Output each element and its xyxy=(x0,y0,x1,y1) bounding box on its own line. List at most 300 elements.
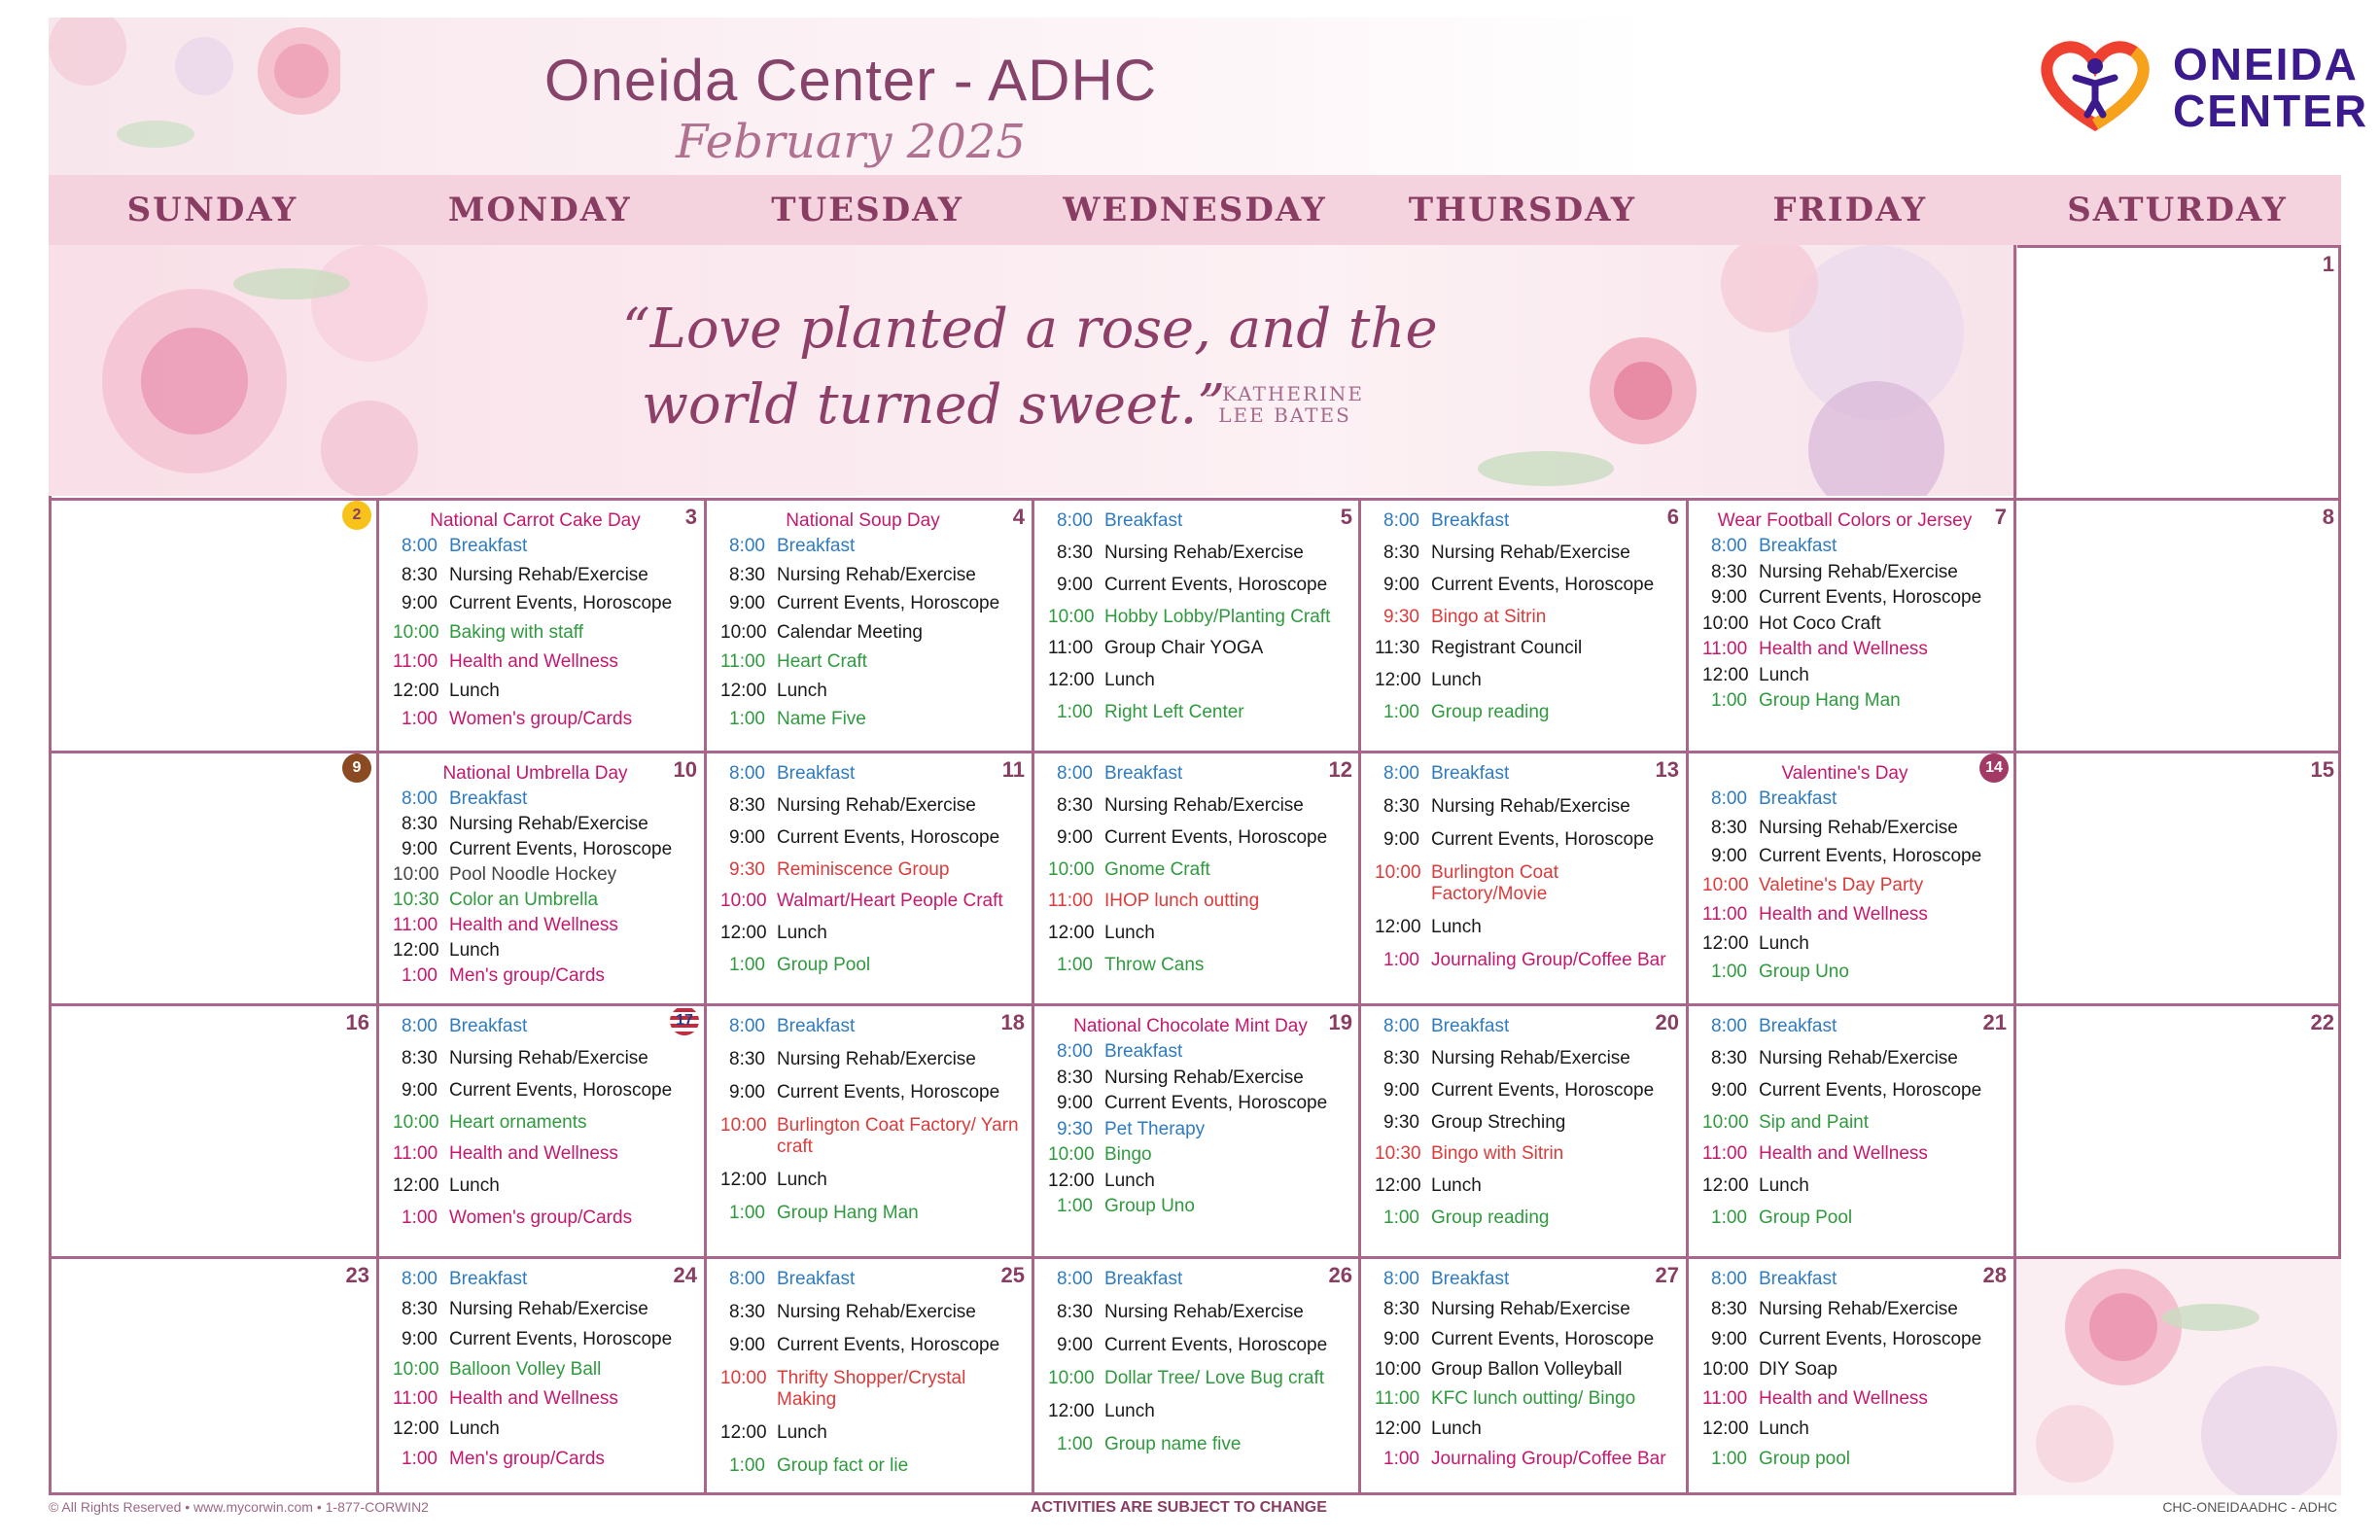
activity-item xyxy=(1702,587,2012,609)
activity-time: 1:00 xyxy=(729,1455,765,1476)
calendar-code: CHC-ONEIDAADHC - ADHC xyxy=(2162,1499,2337,1515)
activity-name: Sip and Paint xyxy=(1759,1111,1870,1133)
activity-item xyxy=(720,565,1031,586)
activity-time: 10:30 xyxy=(1375,1143,1421,1165)
activity-name: Group fact or lie xyxy=(777,1455,909,1476)
activity-name: Current Events, Horoscope xyxy=(777,1082,1000,1102)
activity-name: Journaling Group/Coffee Bar xyxy=(1431,1449,1666,1470)
activity-time: 1:00 xyxy=(1057,702,1093,723)
football-icon: 9 xyxy=(342,753,371,783)
activity-time: 8:30 xyxy=(1057,1067,1093,1088)
activity-name: Lunch xyxy=(1759,664,1809,685)
activity-name: Lunch xyxy=(1431,917,1482,937)
day-cell xyxy=(2016,753,2340,1003)
activity-item xyxy=(1375,1208,1685,1229)
activity-list xyxy=(1361,763,1685,971)
activity-list xyxy=(1034,1269,1358,1455)
date-number: 22 xyxy=(2310,1010,2334,1034)
activity-time: 12:00 xyxy=(1702,932,1749,954)
day-cell xyxy=(707,1259,1031,1495)
activity-time: 9:00 xyxy=(402,1328,438,1349)
activity-time: 1:00 xyxy=(402,709,438,730)
activity-item xyxy=(1375,1299,1685,1320)
activity-name: Health and Wellness xyxy=(449,915,618,935)
activity-time: 11:30 xyxy=(1375,638,1420,659)
activity-name: Registrant Council xyxy=(1431,638,1583,659)
activity-time: 8:00 xyxy=(729,1016,765,1036)
activity-time: 11:00 xyxy=(1702,1388,1748,1410)
activity-item xyxy=(393,593,703,614)
activity-item xyxy=(720,859,1031,881)
activity-item xyxy=(1048,1269,1358,1290)
weekday-tuesday: TUESDAY xyxy=(771,191,964,229)
activity-list xyxy=(379,1016,703,1229)
activity-item xyxy=(393,1143,703,1165)
activity-time: 8:00 xyxy=(1057,763,1093,784)
logo-line-1: ONEIDA xyxy=(2173,39,2359,89)
activity-name: Current Events, Horoscope xyxy=(1431,574,1655,595)
activity-list xyxy=(707,1016,1031,1224)
date-number: 15 xyxy=(2310,757,2334,782)
date-number: 8 xyxy=(2322,505,2334,529)
activity-name: Heart ornaments xyxy=(449,1111,587,1133)
activity-time: 8:30 xyxy=(1057,794,1093,816)
activity-item xyxy=(1702,1269,2012,1290)
activity-item xyxy=(1702,1175,2012,1197)
activity-time: 12:00 xyxy=(1048,923,1095,944)
activity-time: 12:00 xyxy=(1048,1401,1095,1421)
activity-item xyxy=(720,1203,1031,1224)
activity-time: 1:00 xyxy=(1383,1449,1419,1470)
activity-time: 8:30 xyxy=(729,1049,765,1069)
activity-item xyxy=(393,1016,703,1037)
activity-item xyxy=(720,536,1031,557)
activity-name: Breakfast xyxy=(777,536,856,556)
activity-item xyxy=(1375,917,1685,938)
activity-time: 12:00 xyxy=(720,1170,767,1190)
activity-item xyxy=(1048,607,1358,628)
activity-name: Nursing Rehab/Exercise xyxy=(777,564,976,585)
activity-time: 9:00 xyxy=(729,826,765,848)
activity-time: 10:00 xyxy=(393,1358,439,1380)
activity-name: Current Events, Horoscope xyxy=(777,1335,1000,1355)
activity-time: 12:00 xyxy=(720,923,767,944)
activity-name: Breakfast xyxy=(1431,1016,1510,1036)
activity-name: Lunch xyxy=(1431,1418,1482,1440)
activity-time: 10:00 xyxy=(1375,1358,1421,1380)
activity-item xyxy=(1375,829,1685,851)
activity-item xyxy=(720,763,1031,785)
activity-list xyxy=(379,536,703,730)
activity-name: Group Hang Man xyxy=(1759,690,1901,712)
activity-item xyxy=(1048,955,1358,976)
day-cell xyxy=(1361,1006,1685,1256)
activity-time: 8:30 xyxy=(1383,1298,1419,1319)
activity-name: Group Uno xyxy=(1104,1196,1195,1217)
activity-name: Throw Cans xyxy=(1104,955,1205,976)
flag-icon: 17 xyxy=(670,1006,699,1035)
activity-item xyxy=(720,709,1031,730)
date-number: 23 xyxy=(345,1263,369,1287)
activity-item xyxy=(393,1080,703,1102)
activity-time: 1:00 xyxy=(402,965,438,986)
activity-name: Current Events, Horoscope xyxy=(777,593,1000,614)
activity-time: 9:00 xyxy=(1383,574,1419,595)
activity-time: 10:00 xyxy=(1048,606,1095,627)
activity-item xyxy=(720,891,1031,912)
activity-time: 12:00 xyxy=(1375,670,1421,691)
activity-time: 8:30 xyxy=(729,794,765,816)
activity-time: 10:00 xyxy=(393,622,439,644)
activity-time: 8:00 xyxy=(402,1016,438,1036)
activity-name: Women's group/Cards xyxy=(449,1208,633,1229)
activity-time: 1:00 xyxy=(1383,1208,1419,1229)
day-cell xyxy=(1361,753,1685,1003)
activity-time: 1:00 xyxy=(1711,1208,1747,1229)
activity-name: KFC lunch outting/ Bingo xyxy=(1431,1388,1636,1410)
activity-item xyxy=(1702,1208,2012,1229)
activity-item xyxy=(720,1115,1031,1158)
date-number: 5 xyxy=(1340,505,1352,529)
activity-name: Lunch xyxy=(1104,1170,1155,1191)
activity-item xyxy=(1702,818,2012,839)
activity-name: Current Events, Horoscope xyxy=(449,1328,673,1349)
activity-item xyxy=(1375,702,1685,723)
activity-name: Group reading xyxy=(1431,702,1550,723)
sun-icon: 2 xyxy=(342,501,371,530)
activity-time: 1:00 xyxy=(1383,702,1419,723)
activity-name: Current Events, Horoscope xyxy=(1431,1079,1655,1101)
activity-name: Health and Wellness xyxy=(1759,1388,1928,1410)
activity-item xyxy=(1375,670,1685,691)
activity-item xyxy=(1702,1299,2012,1320)
activity-name: Calendar Meeting xyxy=(777,622,923,644)
activity-name: Hobby Lobby/Planting Craft xyxy=(1104,606,1331,627)
activity-item xyxy=(1702,1080,2012,1102)
activity-item xyxy=(1375,1048,1685,1069)
activity-item xyxy=(1702,933,2012,955)
day-cell xyxy=(1689,1259,2012,1495)
activity-item xyxy=(1375,1269,1685,1290)
activity-item xyxy=(720,1170,1031,1191)
activity-name: Nursing Rehab/Exercise xyxy=(1431,796,1630,817)
date-number: 7 xyxy=(1994,505,2007,529)
activity-name: Name Five xyxy=(777,709,866,730)
activity-time: 8:30 xyxy=(1057,542,1093,563)
activity-time: 10:00 xyxy=(1702,612,1749,634)
activity-item xyxy=(1048,1093,1358,1114)
weekday-thursday: THURSDAY xyxy=(1408,191,1637,229)
activity-time: 12:00 xyxy=(1375,1418,1421,1440)
day-cell xyxy=(1689,753,2012,1003)
activity-time: 8:30 xyxy=(402,564,438,585)
date-number: 25 xyxy=(1000,1263,1025,1287)
activity-name: Color an Umbrella xyxy=(449,890,599,910)
activity-item xyxy=(1048,827,1358,849)
activity-name: Bingo at Sitrin xyxy=(1431,606,1547,627)
activity-item xyxy=(393,709,703,730)
activity-name: Current Events, Horoscope xyxy=(1759,587,1982,609)
day-cell xyxy=(1034,753,1358,1003)
activity-time: 8:00 xyxy=(1383,1269,1419,1289)
activity-item xyxy=(393,788,703,810)
activity-name: Lunch xyxy=(1431,1175,1482,1197)
activity-item xyxy=(1702,1449,2012,1470)
activity-item xyxy=(1048,1068,1358,1089)
activity-name: Walmart/Heart People Craft xyxy=(777,891,1003,912)
activity-name: Reminiscence Group xyxy=(777,858,950,880)
activity-time: 12:00 xyxy=(1702,1418,1749,1440)
activity-name: Nursing Rehab/Exercise xyxy=(449,564,648,585)
activity-time: 9:00 xyxy=(402,839,438,859)
activity-name: Nursing Rehab/Exercise xyxy=(1431,542,1630,563)
activity-time: 10:00 xyxy=(1048,1368,1095,1388)
activity-name: Lunch xyxy=(1759,1175,1809,1197)
activity-name: Breakfast xyxy=(1759,1016,1838,1036)
activities-notice: ACTIVITIES ARE SUBJECT TO CHANGE xyxy=(1031,1499,1327,1516)
activity-item xyxy=(393,1048,703,1069)
activity-item xyxy=(1702,690,2012,712)
activity-name: Lunch xyxy=(449,1175,500,1197)
activity-item xyxy=(720,1082,1031,1103)
activity-item xyxy=(1702,1359,2012,1381)
activity-time: 11:00 xyxy=(1702,903,1748,925)
activity-item xyxy=(1048,1368,1358,1389)
date-number: 24 xyxy=(673,1263,697,1287)
activity-name: Pet Therapy xyxy=(1104,1118,1206,1139)
activity-time: 9:00 xyxy=(729,1335,765,1355)
activity-name: Journaling Group/Coffee Bar xyxy=(1431,950,1666,970)
activity-time: 8:30 xyxy=(1383,1047,1419,1068)
activity-list xyxy=(1689,1016,2012,1229)
activity-time: 8:00 xyxy=(1383,510,1419,531)
day-cell xyxy=(1689,1006,2012,1256)
activity-time: 8:00 xyxy=(1383,763,1419,784)
weekday-saturday: SATURDAY xyxy=(2067,191,2288,229)
activity-item xyxy=(1048,510,1358,532)
activity-time: 9:00 xyxy=(1057,826,1093,848)
activity-item xyxy=(393,651,703,673)
activity-name: Health and Wellness xyxy=(449,1388,618,1410)
activity-name: Nursing Rehab/Exercise xyxy=(777,794,976,816)
activity-time: 12:00 xyxy=(393,1175,439,1197)
date-number: 28 xyxy=(1982,1263,2007,1287)
activity-item xyxy=(1702,1112,2012,1134)
activity-item xyxy=(720,955,1031,976)
observance-title: Wear Football Colors or Jersey xyxy=(1717,510,1973,531)
activity-time: 8:00 xyxy=(1711,1269,1747,1289)
activity-time: 8:00 xyxy=(1711,788,1747,809)
date-number: 11 xyxy=(1001,757,1025,782)
activity-time: 8:30 xyxy=(402,1047,438,1068)
activity-time: 9:00 xyxy=(1057,1335,1093,1355)
activity-name: Breakfast xyxy=(1759,536,1838,556)
activity-item xyxy=(720,1049,1031,1070)
activity-time: 8:00 xyxy=(1057,510,1093,531)
activity-time: 1:00 xyxy=(1711,962,1747,983)
activity-list xyxy=(707,1269,1031,1477)
activity-name: Group pool xyxy=(1759,1449,1851,1470)
activity-item xyxy=(720,593,1031,614)
day-cell xyxy=(707,753,1031,1003)
activity-time: 9:00 xyxy=(1057,1093,1093,1114)
activity-name: Breakfast xyxy=(449,1269,528,1289)
activity-time: 8:00 xyxy=(729,536,765,556)
month-subtitle: February 2025 xyxy=(676,115,1026,169)
page-title: Oneida Center - ADHC xyxy=(543,48,1158,113)
activity-name: Group Ballon Volleyball xyxy=(1431,1358,1623,1380)
activity-item xyxy=(1375,1359,1685,1381)
activity-time: 12:00 xyxy=(720,1422,767,1443)
activity-name: Lunch xyxy=(449,940,500,961)
activity-name: Lunch xyxy=(1431,670,1482,691)
day-cell xyxy=(52,1006,375,1256)
activity-item xyxy=(1375,1080,1685,1102)
activity-item xyxy=(1375,1143,1685,1165)
activity-item xyxy=(1702,1388,2012,1410)
activity-list xyxy=(1361,510,1685,723)
activity-item xyxy=(1702,788,2012,810)
activity-time: 8:30 xyxy=(1383,796,1419,817)
activity-time: 8:30 xyxy=(402,1298,438,1319)
activity-time: 8:30 xyxy=(729,564,765,585)
activity-time: 1:00 xyxy=(1057,1434,1093,1454)
activity-item xyxy=(393,839,703,860)
activity-name: Current Events, Horoscope xyxy=(1431,1328,1655,1349)
activity-time: 9:00 xyxy=(1711,587,1747,609)
activity-time: 10:00 xyxy=(1375,862,1421,883)
activity-list xyxy=(1361,1016,1685,1229)
activity-name: Lunch xyxy=(1104,670,1155,691)
activity-item xyxy=(1375,763,1685,785)
activity-time: 1:00 xyxy=(729,1203,765,1223)
weekday-header-row xyxy=(49,175,2341,245)
observance-title: National Chocolate Mint Day xyxy=(1073,1016,1308,1036)
activity-item xyxy=(1048,1196,1358,1217)
observance-title: Valentine's Day xyxy=(1781,763,1908,784)
activity-name: Current Events, Horoscope xyxy=(1104,1093,1328,1114)
activity-name: Current Events, Horoscope xyxy=(777,826,1000,848)
activity-name: Lunch xyxy=(449,680,500,701)
activity-time: 1:00 xyxy=(1057,1196,1093,1217)
activity-name: Pool Noodle Hockey xyxy=(449,864,617,885)
activity-name: Nursing Rehab/Exercise xyxy=(1759,817,1958,838)
activity-time: 9:00 xyxy=(402,1079,438,1101)
activity-name: Lunch xyxy=(777,923,827,944)
activity-name: Nursing Rehab/Exercise xyxy=(1431,1298,1630,1319)
heart-icon: 14 xyxy=(1979,753,2009,783)
activity-item xyxy=(393,1269,703,1290)
activity-name: Men's group/Cards xyxy=(449,1449,605,1470)
activity-time: 9:00 xyxy=(729,1082,765,1102)
activity-item xyxy=(1048,638,1358,659)
activity-name: Breakfast xyxy=(1759,788,1838,809)
activity-name: Current Events, Horoscope xyxy=(1759,846,1982,867)
activity-item xyxy=(1048,1171,1358,1192)
activity-item xyxy=(393,536,703,557)
weekday-monday: MONDAY xyxy=(447,191,632,229)
activity-name: Breakfast xyxy=(449,536,528,556)
activity-item xyxy=(720,1302,1031,1323)
activity-name: Nursing Rehab/Exercise xyxy=(1104,1067,1304,1088)
activity-time: 1:00 xyxy=(1711,1449,1747,1470)
activity-name: Lunch xyxy=(1104,1401,1155,1421)
activity-time: 10:00 xyxy=(720,891,767,912)
quote-author xyxy=(1206,383,1364,426)
activity-item xyxy=(393,565,703,586)
day-cell xyxy=(2016,501,2340,751)
activity-name: Nursing Rehab/Exercise xyxy=(1104,1302,1304,1322)
activity-name: Men's group/Cards xyxy=(449,965,605,986)
activity-name: Nursing Rehab/Exercise xyxy=(1104,542,1304,563)
activity-name: Breakfast xyxy=(1431,1269,1510,1289)
date-number: 19 xyxy=(1328,1010,1352,1034)
activity-list xyxy=(1689,788,2012,983)
activity-item xyxy=(720,1422,1031,1444)
activity-time: 11:00 xyxy=(1375,1388,1420,1410)
date-number: 1 xyxy=(2322,252,2334,276)
activity-name: Lunch xyxy=(1759,1418,1809,1440)
activity-item xyxy=(1048,575,1358,596)
activity-name: Lunch xyxy=(777,1422,827,1443)
activity-time: 8:00 xyxy=(1057,1269,1093,1289)
activity-item xyxy=(1048,1119,1358,1140)
activity-time: 10:30 xyxy=(393,890,439,910)
activity-time: 10:00 xyxy=(1048,858,1095,880)
activity-item xyxy=(1048,891,1358,912)
activity-item xyxy=(720,1269,1031,1290)
activity-time: 11:00 xyxy=(393,915,438,935)
quote-author-line-1: - KATHERINE xyxy=(1206,382,1365,405)
date-number: 26 xyxy=(1328,1263,1352,1287)
weekday-friday: FRIDAY xyxy=(1772,191,1928,229)
activity-time: 9:00 xyxy=(1057,574,1093,595)
rose-corner-decoration xyxy=(2016,1259,2341,1495)
activity-time: 8:00 xyxy=(729,763,765,784)
date-number: 13 xyxy=(1655,757,1679,782)
activity-time: 8:00 xyxy=(402,788,438,809)
activity-item xyxy=(1048,1401,1358,1422)
activity-name: Current Events, Horoscope xyxy=(449,1079,673,1101)
activity-item xyxy=(1702,1143,2012,1165)
date-number: 16 xyxy=(345,1010,369,1034)
day-cell xyxy=(52,501,375,751)
day-cell xyxy=(2016,248,2340,498)
activity-time: 12:00 xyxy=(1702,1175,1749,1197)
quote-line-2: world turned sweet.” xyxy=(642,373,1226,437)
weekday-sunday: SUNDAY xyxy=(126,191,298,229)
activity-name: Current Events, Horoscope xyxy=(1104,826,1328,848)
activity-item xyxy=(1375,510,1685,532)
activity-time: 10:00 xyxy=(1702,1358,1749,1380)
activity-item xyxy=(1702,1418,2012,1440)
activity-time: 9:30 xyxy=(1383,606,1419,627)
activity-name: Thrifty Shopper/Crystal Making xyxy=(777,1368,966,1410)
activity-item xyxy=(393,1449,703,1470)
activity-name: Current Events, Horoscope xyxy=(1104,1335,1328,1355)
activity-name: Bingo with Sitrin xyxy=(1431,1143,1564,1165)
activity-time: 12:00 xyxy=(1375,917,1421,937)
activity-name: Group Pool xyxy=(777,955,871,976)
activity-item xyxy=(720,1335,1031,1356)
date-number: 18 xyxy=(1000,1010,1025,1034)
activity-time: 8:00 xyxy=(402,536,438,556)
activity-time: 12:00 xyxy=(393,1418,439,1440)
activity-time: 9:30 xyxy=(729,858,765,880)
activity-list xyxy=(379,788,703,987)
activity-time: 1:00 xyxy=(1383,950,1419,970)
activity-name: Hot Coco Craft xyxy=(1759,612,1881,634)
